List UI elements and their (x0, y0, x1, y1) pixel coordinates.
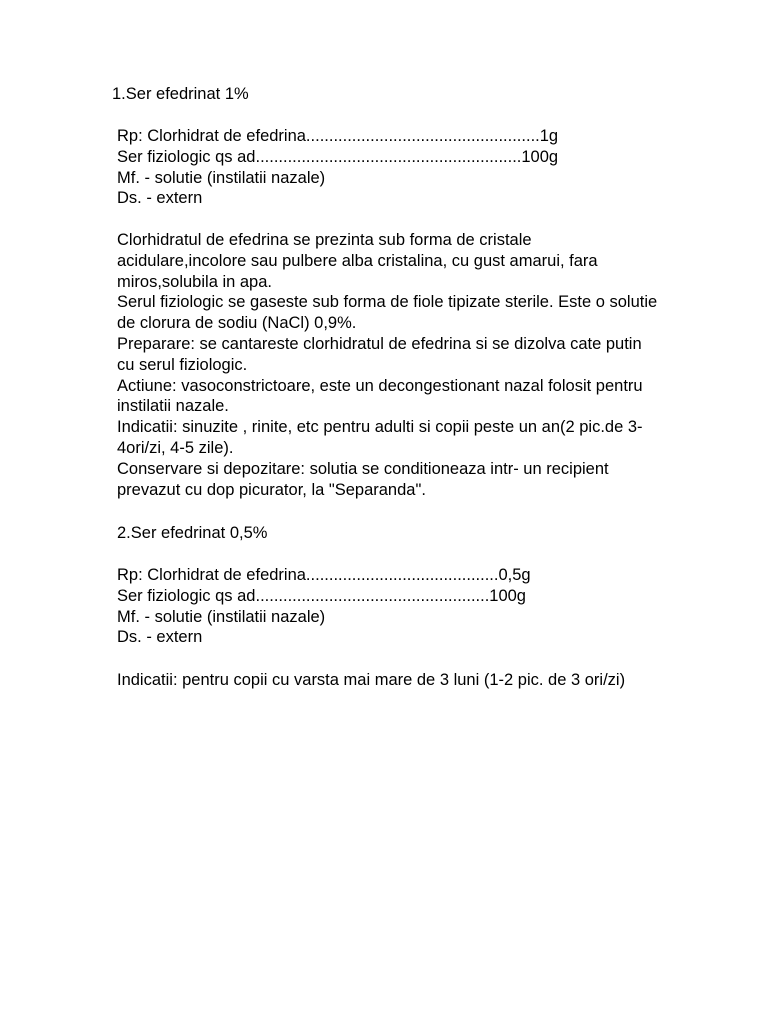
recipe-line: Rp: Clorhidrat de efedrina...................................................1g (117, 127, 559, 145)
recipe-line: Ds. - extern (117, 189, 203, 208)
body-line: de clorura de sodiu (NaCl) 0,9%. (117, 314, 357, 333)
section-1-heading: 1.Ser efedrinat 1% (112, 85, 249, 103)
recipe-line: Rp: Clorhidrat de efedrina..........................................0,5g (117, 566, 531, 584)
recipe-line: Mf. - solutie (instilatii nazale) (117, 607, 326, 626)
section-2-recipe (117, 565, 692, 648)
recipe-line: Mf. - solutie (instilatii nazale) (117, 168, 326, 187)
recipe-line: Ser fiziologic qs ad..........................................................100g (117, 147, 559, 166)
body-line: Actiune: vasoconstrictoare, este un decongestionant nazal folosit pentru (117, 376, 643, 395)
recipe-line: Ds. - extern (117, 628, 203, 647)
section-2-indications: Indicatii: pentru copii cu varsta mai mare de 3 luni (1-2 pic. de 3 ori/zi) (117, 671, 626, 689)
body-line: prevazut cu dop picurator, la "Separanda". (117, 480, 426, 499)
body-line: Conservare si depozitare: solutia se conditioneaza intr- un recipient (117, 459, 609, 478)
body-line: 4ori/zi, 4-5 zile). (117, 438, 234, 457)
body-line: Preparare: se cantareste clorhidratul de efedrina si se dizolva cate putin (117, 334, 642, 353)
recipe-line: Ser fiziologic qs ad...................................................100g (117, 586, 526, 605)
body-line: cu serul fiziologic. (117, 355, 248, 374)
section-1-recipe (117, 126, 692, 209)
body-line: Clorhidratul de efedrina se prezinta sub forma de cristale (117, 231, 532, 249)
body-line: Indicatii: sinuzite , rinite, etc pentru adulti si copii peste un an(2 pic.de 3- (117, 418, 643, 437)
body-line: instilatii nazale. (117, 397, 229, 416)
body-line: Serul fiziologic se gaseste sub forma de fiole tipizate sterile. Este o solutie (117, 293, 658, 312)
body-line: miros,solubila in apa. (117, 272, 272, 291)
section-1-body (117, 230, 692, 500)
section-2-heading: 2.Ser efedrinat 0,5% (117, 524, 268, 542)
body-line: acidulare,incolore sau pulbere alba cristalina, cu gust amarui, fara (117, 251, 598, 270)
